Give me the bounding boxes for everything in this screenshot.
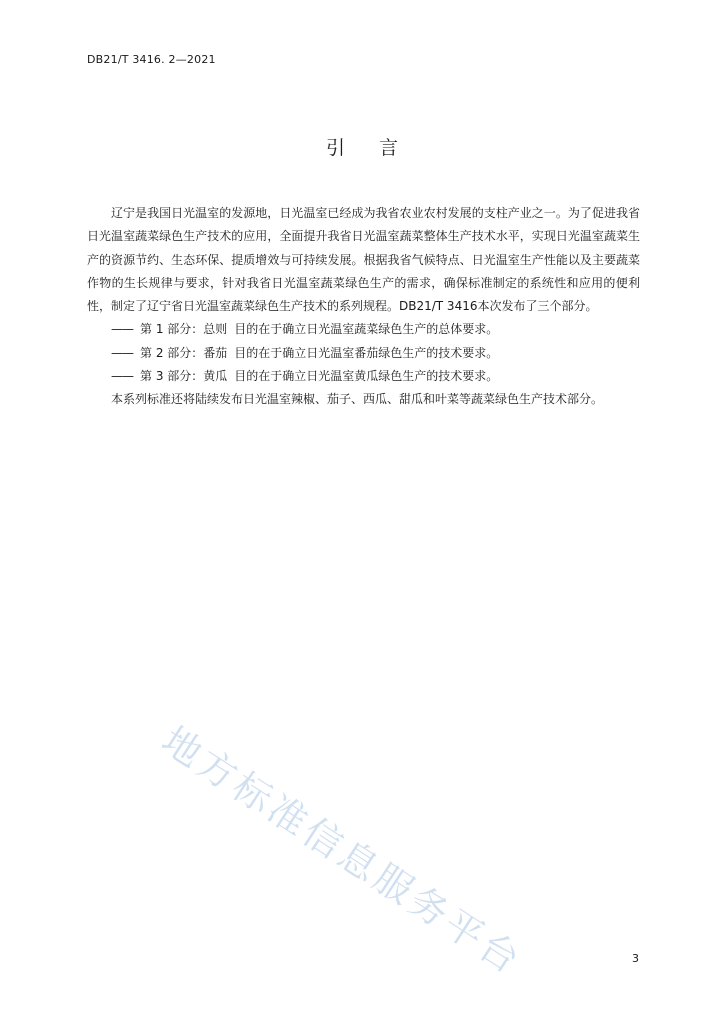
- part-purpose: 目的在于确立日光温室蔬菜绿色生产的总体要求。: [234, 322, 499, 337]
- part-purpose: 目的在于确立日光温室黄瓜绿色生产的技术要求。: [234, 369, 499, 384]
- closing-paragraph: 本系列标准还将陆续发布日光温室辣椒、茄子、西瓜、甜瓜和叶菜等蔬菜绿色生产技术部分。: [111, 392, 604, 407]
- intro-paragraph: 辽宁是我国日光温室的发源地，日光温室已经成为我省农业农村发展的支柱产业之一。为了促进我省日光温室蔬菜绿色生产技术的应用，全面提升我省日光温室蔬菜整体生产技术水平，实现日光温室蔬菜生产的资源节约、生态环保、提质增效与可持续发展。根据我省气候特点、日光温室生产性能以及主要蔬菜作物的生长规律与要求，针对我省日光温室蔬菜绿色生产的需求，确保标准制定的系统性和应用的便利性，制定了辽宁省日光温室蔬菜绿色生产技术的系列规程。DB21/T 3416本次发布了三个部分。: [87, 206, 640, 314]
- list-dash: ——: [111, 345, 133, 360]
- part-purpose: 目的在于确立日光温室番茄绿色生产的技术要求。: [234, 345, 499, 360]
- list-item-part-2: [87, 342, 640, 365]
- page-title: 引言: [325, 137, 432, 159]
- standard-code-header: DB21/T 3416. 2—2021: [87, 53, 216, 66]
- list-item-part-1: [87, 318, 640, 341]
- list-dash: ——: [111, 322, 133, 337]
- list-dash: ——: [111, 369, 133, 384]
- list-item-part-3: [87, 365, 640, 388]
- watermark-text: 地方标准信息服务平台: [154, 717, 531, 984]
- document-body: [87, 202, 640, 412]
- part-label: 第 2 部分：番茄: [140, 345, 228, 360]
- page-number: 3: [632, 952, 639, 965]
- part-label: 第 1 部分：总则: [140, 322, 228, 337]
- part-label: 第 3 部分：黄瓜: [140, 369, 228, 384]
